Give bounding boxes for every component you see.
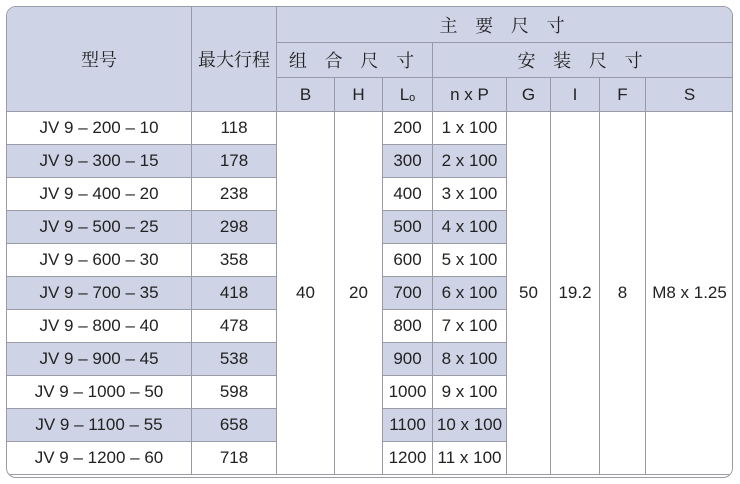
cell-l0: 700	[383, 277, 433, 310]
cell-nxp: 3 x 100	[433, 178, 507, 211]
header-col-l-main: L	[399, 84, 410, 104]
cell-model: JV 9 – 500 – 25	[7, 211, 192, 244]
cell-nxp: 8 x 100	[433, 343, 507, 376]
cell-stroke: 118	[192, 112, 277, 145]
header-install-dimensions: 安 装 尺 寸	[433, 43, 734, 78]
header-max-stroke: 最大行程	[192, 7, 277, 112]
cell-l0: 400	[383, 178, 433, 211]
cell-model: JV 9 – 400 – 20	[7, 178, 192, 211]
cell-stroke: 478	[192, 310, 277, 343]
cell-model: JV 9 – 1100 – 55	[7, 409, 192, 442]
cell-l0: 300	[383, 145, 433, 178]
cell-nxp: 2 x 100	[433, 145, 507, 178]
header-col-s: S	[646, 78, 734, 112]
header-col-l0	[383, 78, 433, 112]
header-main-dimensions: 主 要 尺 寸	[277, 7, 734, 43]
header-col-i: I	[551, 78, 600, 112]
header-col-f: F	[600, 78, 646, 112]
cell-stroke: 178	[192, 145, 277, 178]
cell-i-common: 19.2	[551, 112, 600, 475]
cell-l0: 200	[383, 112, 433, 145]
cell-nxp: 6 x 100	[433, 277, 507, 310]
table-row	[7, 112, 734, 145]
cell-l0: 1000	[383, 376, 433, 409]
cell-l0: 1100	[383, 409, 433, 442]
cell-nxp: 7 x 100	[433, 310, 507, 343]
header-col-g: G	[507, 78, 551, 112]
cell-stroke: 658	[192, 409, 277, 442]
cell-stroke: 538	[192, 343, 277, 376]
cell-stroke: 358	[192, 244, 277, 277]
cell-stroke: 718	[192, 442, 277, 475]
header-model: 型号	[7, 7, 192, 112]
cell-nxp: 4 x 100	[433, 211, 507, 244]
cell-nxp: 9 x 100	[433, 376, 507, 409]
cell-l0: 1200	[383, 442, 433, 475]
cell-f-common: 8	[600, 112, 646, 475]
cell-l0: 500	[383, 211, 433, 244]
cell-model: JV 9 – 900 – 45	[7, 343, 192, 376]
cell-model: JV 9 – 600 – 30	[7, 244, 192, 277]
cell-h-common: 20	[335, 112, 383, 475]
cell-model: JV 9 – 1000 – 50	[7, 376, 192, 409]
cell-g-common: 50	[507, 112, 551, 475]
cell-nxp: 10 x 100	[433, 409, 507, 442]
cell-stroke: 238	[192, 178, 277, 211]
cell-model: JV 9 – 700 – 35	[7, 277, 192, 310]
header-combined-dimensions: 组 合 尺 寸	[277, 43, 433, 78]
cell-stroke: 418	[192, 277, 277, 310]
header-col-b: B	[277, 78, 335, 112]
cell-b-common: 40	[277, 112, 335, 475]
spec-table	[6, 6, 733, 475]
cell-model: JV 9 – 1200 – 60	[7, 442, 192, 475]
cell-s-common: M8 x 1.25	[646, 112, 734, 475]
spec-table-frame	[6, 6, 733, 478]
header-col-l-sub: o	[409, 91, 416, 104]
cell-nxp: 1 x 100	[433, 112, 507, 145]
cell-l0: 600	[383, 244, 433, 277]
cell-model: JV 9 – 200 – 10	[7, 112, 192, 145]
header-col-nxp: n x P	[433, 78, 507, 112]
cell-nxp: 5 x 100	[433, 244, 507, 277]
header-col-h: H	[335, 78, 383, 112]
cell-model: JV 9 – 800 – 40	[7, 310, 192, 343]
cell-l0: 900	[383, 343, 433, 376]
cell-stroke: 298	[192, 211, 277, 244]
cell-l0: 800	[383, 310, 433, 343]
cell-stroke: 598	[192, 376, 277, 409]
cell-model: JV 9 – 300 – 15	[7, 145, 192, 178]
cell-nxp: 11 x 100	[433, 442, 507, 475]
